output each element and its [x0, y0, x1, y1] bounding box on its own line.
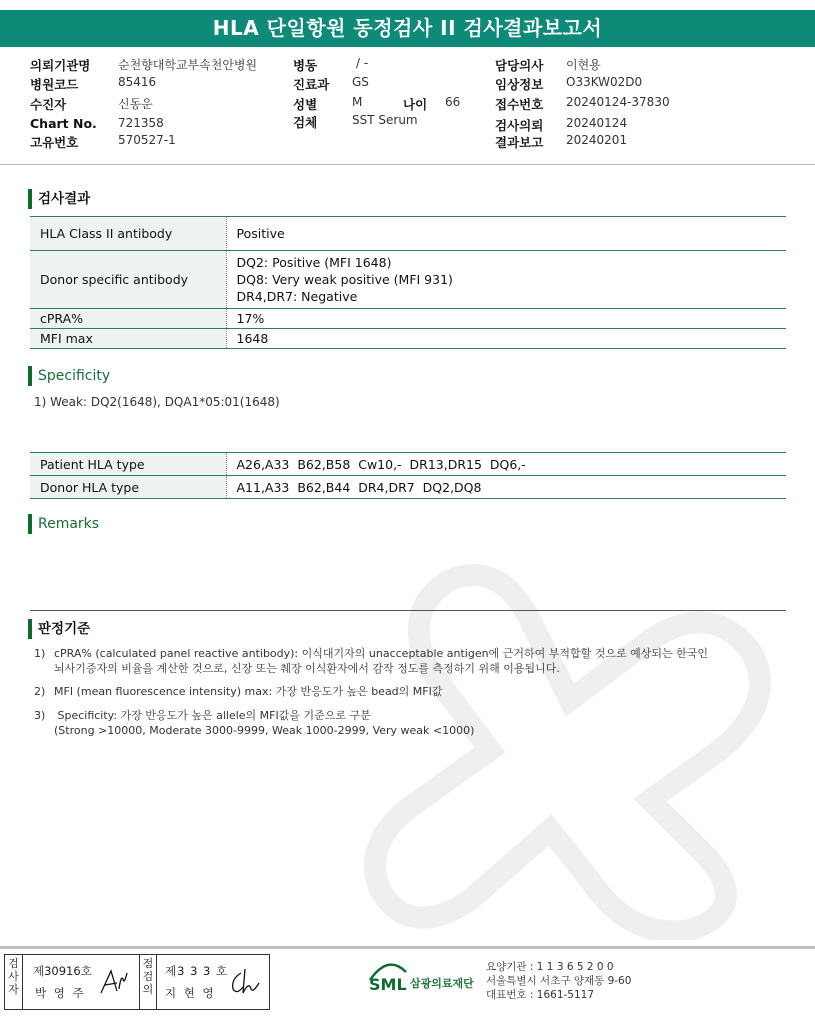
- criteria-item-1: [34, 646, 774, 678]
- criteria-item-2: [34, 684, 774, 700]
- value-unique-no: 570527-1: [118, 133, 176, 147]
- label-request-date: 검사의뢰: [495, 118, 544, 133]
- table-row: [30, 476, 786, 499]
- value-sex: M: [352, 95, 363, 109]
- org-info-line: 요양기관 : 1 1 3 6 5 2 0 0: [486, 961, 614, 973]
- reviewer-label-char: 검: [142, 970, 154, 983]
- org-info-line: 대표번호 : 1661-5117: [486, 989, 595, 1001]
- row-key: cPRA%: [30, 309, 226, 329]
- remarks-heading: Remarks: [28, 514, 99, 534]
- label-chart-no: Chart No.: [30, 116, 97, 131]
- header-divider: [0, 164, 815, 165]
- dsa-line: DQ8: Very weak positive (MFI 931): [236, 272, 453, 287]
- examiner-label-char: 사: [8, 970, 19, 983]
- watermark-logo-icon: [330, 560, 810, 940]
- reviewer-signature-icon: [227, 963, 265, 1001]
- reviewer-label-char: 점: [142, 957, 154, 970]
- report-title: HLA 단일항원 동정검사 II 검사결과보고서: [0, 10, 815, 47]
- results-table: [30, 216, 786, 349]
- value-patient: 신동운: [118, 97, 153, 111]
- criteria-number: 1): [34, 647, 46, 660]
- sml-logo-icon: [368, 960, 408, 994]
- row-key: Donor HLA type: [30, 476, 226, 499]
- value-ward: / -: [356, 56, 369, 70]
- examiner-name: 박 영 주: [35, 986, 86, 1000]
- criteria-text: (Strong >10000, Moderate 3000-9999, Weak 1000-2999, Very weak <1000): [54, 724, 475, 737]
- value-receipt-no: 20240124-37830: [566, 95, 670, 109]
- value-institution: 순천향대학교부속천안병원: [118, 58, 258, 72]
- value-hospital-code: 85416: [118, 75, 157, 89]
- row-value: A26,A33 B62,B58 Cw10,- DR13,DR15 DQ6,-: [226, 453, 786, 476]
- label-ward: 병동: [293, 58, 318, 73]
- row-value: Positive: [226, 217, 786, 251]
- criteria-number: 3): [34, 709, 46, 722]
- criteria-divider: [30, 610, 786, 611]
- row-value: A11,A33 B62,B44 DR4,DR7 DQ2,DQ8: [226, 476, 786, 499]
- label-report-date: 결과보고: [495, 135, 544, 150]
- signature-box: [4, 954, 270, 1010]
- dsa-line: DR4,DR7: Negative: [236, 289, 358, 304]
- label-specimen: 검체: [293, 115, 318, 130]
- examiner-signature-icon: [97, 965, 131, 999]
- row-value: [226, 251, 786, 309]
- row-key: HLA Class II antibody: [30, 217, 226, 251]
- table-row: [30, 251, 786, 309]
- row-key: MFI max: [30, 329, 226, 349]
- criteria-heading: 판정기준: [28, 619, 90, 639]
- hla-type-table: [30, 452, 786, 499]
- criteria-text: cPRA% (calculated panel reactive antibody): 이식대기자의 unacceptable antigen에 근거하여 부적합할 것으로 예상되는 한국인: [54, 647, 708, 660]
- criteria-text: Specificity: 가장 반응도가 높은 allele의 MFI값을 기준으로 구분: [54, 709, 371, 722]
- value-age: 66: [445, 95, 461, 109]
- label-doctor: 담당의사: [495, 58, 544, 73]
- label-receipt-no: 접수번호: [495, 97, 544, 112]
- criteria-item-3: [34, 708, 774, 740]
- examiner-label: [5, 955, 23, 1009]
- value-report-date: 20240201: [566, 133, 628, 147]
- value-request-date: 20240124: [566, 116, 628, 130]
- examiner-label-char: 자: [8, 983, 19, 996]
- row-key: Donor specific antibody: [30, 251, 226, 309]
- value-doctor: 이현용: [566, 58, 601, 72]
- reviewer-label: [139, 955, 157, 1009]
- dsa-line: DQ2: Positive (MFI 1648): [236, 255, 392, 270]
- specificity-heading: Specificity: [28, 366, 110, 386]
- row-value: 1648: [226, 329, 786, 349]
- footer-divider: [0, 946, 815, 949]
- label-institution: 의뢰기관명: [30, 58, 91, 73]
- table-row: [30, 329, 786, 349]
- value-clinical-info: O33KW02D0: [566, 75, 643, 89]
- label-age: 나이: [403, 97, 428, 112]
- examiner-license: 제30916호: [33, 964, 92, 978]
- reviewer-name: 지 현 영: [165, 986, 216, 1000]
- patient-info: [0, 53, 815, 158]
- org-info-line: 서울특별시 서초구 양재동 9-60: [486, 975, 632, 987]
- results-heading: 검사결과: [28, 189, 90, 209]
- label-department: 진료과: [293, 77, 330, 92]
- label-sex: 성별: [293, 97, 318, 112]
- label-unique-no: 고유번호: [30, 135, 79, 150]
- criteria-number: 2): [34, 685, 46, 698]
- table-row: [30, 453, 786, 476]
- org-info: [486, 960, 631, 1002]
- label-patient: 수진자: [30, 97, 67, 112]
- criteria-text: MFI (mean fluorescence intensity) max: 가장 반응도가 높은 bead의 MFI값: [54, 685, 443, 698]
- table-row: [30, 309, 786, 329]
- value-specimen: SST Serum: [352, 113, 418, 127]
- reviewer-label-char: 의: [142, 983, 154, 996]
- reviewer-license: 제3 3 3 호: [165, 964, 229, 978]
- sml-logo-text: SML: [369, 975, 407, 994]
- org-name: 삼광의료재단: [410, 977, 474, 990]
- examiner-label-char: 검: [8, 957, 19, 970]
- table-row: [30, 217, 786, 251]
- value-department: GS: [352, 75, 369, 89]
- criteria-text: 뇌사기증자의 비율을 계산한 것으로, 신장 또는 췌장 이식환자에서 감작 정도를 측정하기 위해 이용됩니다.: [54, 662, 560, 675]
- value-chart-no: 721358: [118, 116, 164, 130]
- row-value: 17%: [226, 309, 786, 329]
- label-clinical-info: 임상정보: [495, 77, 544, 92]
- row-key: Patient HLA type: [30, 453, 226, 476]
- label-hospital-code: 병원코드: [30, 77, 79, 92]
- specificity-line: 1) Weak: DQ2(1648), DQA1*05:01(1648): [34, 395, 280, 409]
